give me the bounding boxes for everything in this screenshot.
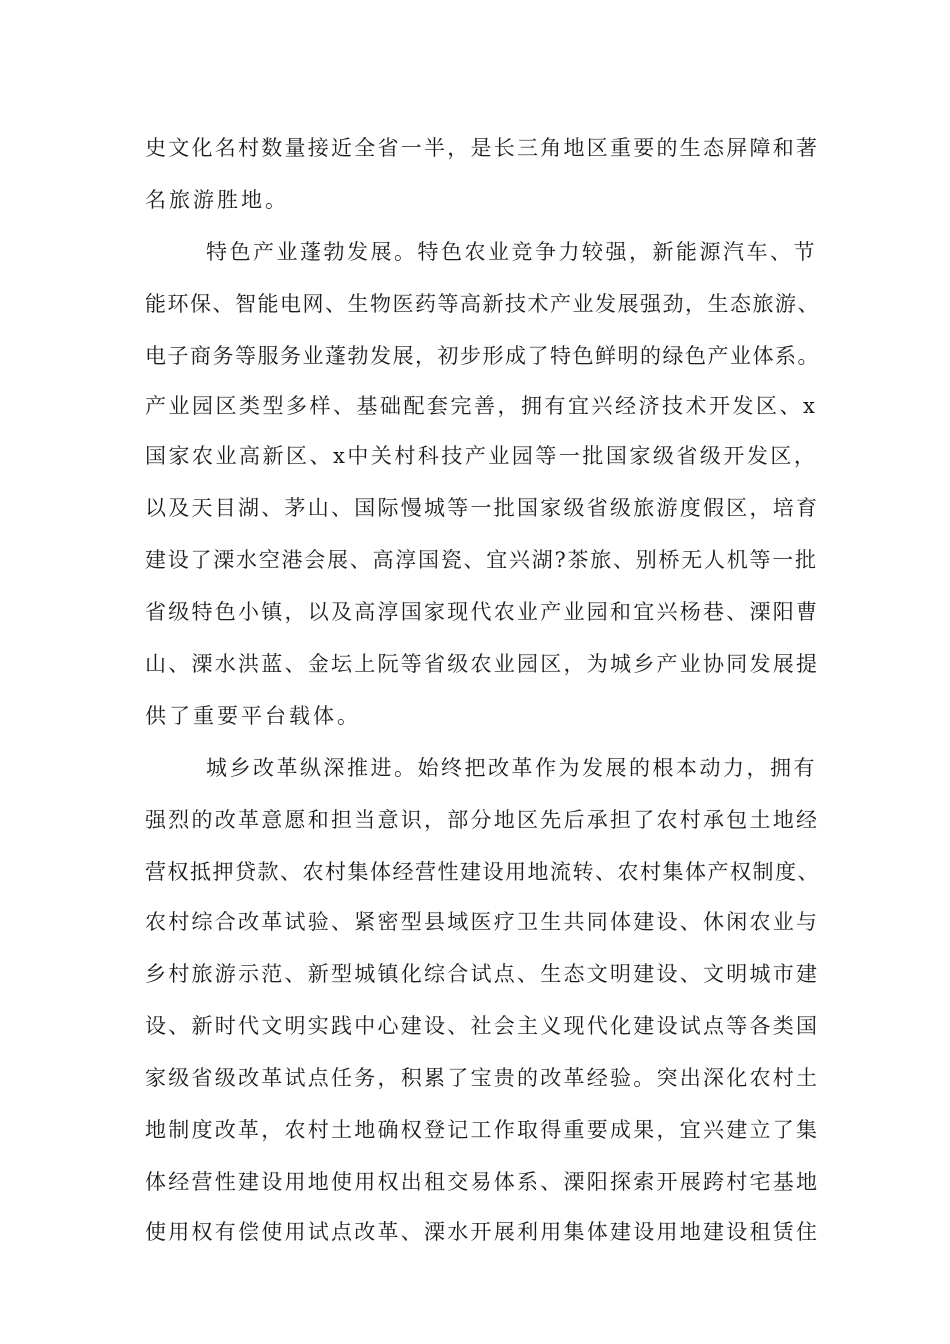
text-line: 供了重要平台载体。 xyxy=(145,704,361,728)
text-line: 使用权有偿使用试点改革、溧水开展利用集体建设用地建设租赁住 xyxy=(145,1220,820,1244)
text-line: 省级特色小镇，以及高淳国家现代农业产业园和宜兴杨巷、溧阳曹 xyxy=(145,600,820,624)
text-line: 产业园区类型多样、基础配套完善，拥有宜兴经济技术开发区、x xyxy=(145,394,818,418)
text-line: 电子商务等服务业蓬勃发展，初步形成了特色鲜明的绿色产业体系。 xyxy=(145,344,820,368)
text-line: 能环保、智能电网、生物医药等高新技术产业发展强劲，生态旅游、 xyxy=(145,292,820,316)
text-line: 家级省级改革试点任务，积累了宝贵的改革经验。突出深化农村土 xyxy=(145,1066,820,1090)
text-line: 地制度改革，农村土地确权登记工作取得重要成果，宜兴建立了集 xyxy=(145,1118,820,1142)
text-line: 乡村旅游示范、新型城镇化综合试点、生态文明建设、文明城市建 xyxy=(145,962,820,986)
text-line: 山、溧水洪蓝、金坛上阮等省级农业园区，为城乡产业协同发展提 xyxy=(145,652,820,676)
text-line: 体经营性建设用地使用权出租交易体系、溧阳探索开展跨村宅基地 xyxy=(145,1170,820,1194)
paragraph-start-line: 特色产业蓬勃发展。特色农业竞争力较强，新能源汽车、节 xyxy=(206,240,817,264)
paragraph-start-line: 城乡改革纵深推进。始终把改革作为发展的根本动力，拥有 xyxy=(206,756,817,780)
text-line: 以及天目湖、茅山、国际慢城等一批国家级省级旅游度假区，培育 xyxy=(145,496,820,520)
text-line: 强烈的改革意愿和担当意识，部分地区先后承担了农村承包土地经 xyxy=(145,808,820,832)
text-line: 营权抵押贷款、农村集体经营性建设用地流转、农村集体产权制度、 xyxy=(145,860,820,884)
text-line: 名旅游胜地。 xyxy=(145,188,289,212)
text-line: 国家农业高新区、x中关村科技产业园等一批国家级省级开发区， xyxy=(145,444,818,468)
text-line: 建设了溧水空港会展、高淳国瓷、宜兴湖?茶旅、别桥无人机等一批 xyxy=(145,548,818,572)
text-line: 农村综合改革试验、紧密型县域医疗卫生共同体建设、休闲农业与 xyxy=(145,910,820,934)
text-line: 史文化名村数量接近全省一半，是长三角地区重要的生态屏障和著 xyxy=(145,136,820,160)
text-line: 设、新时代文明实践中心建设、社会主义现代化建设试点等各类国 xyxy=(145,1014,820,1038)
